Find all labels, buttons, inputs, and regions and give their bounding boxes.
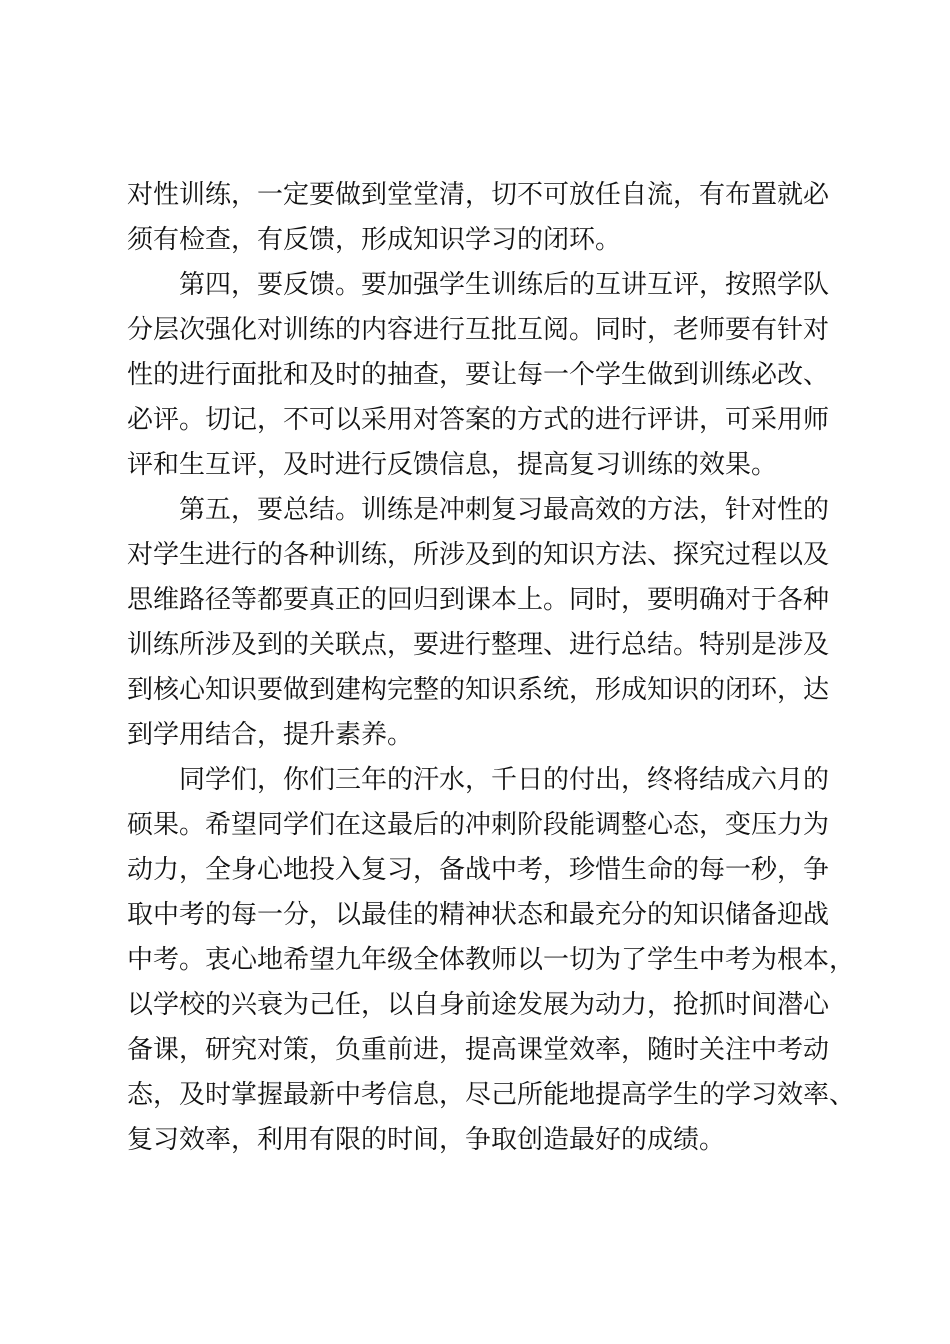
text-line: 思维路径等都要真正的回归到课本上。同时，要明确对于各种 [127, 585, 830, 615]
text-line: 复习效率，利用有限的时间，争取创造最好的成绩。 [127, 1125, 726, 1155]
text-line: 分层次强化对训练的内容进行互批互阅。同时，老师要有针对 [127, 315, 830, 345]
text-line: 性的进行面批和及时的抽查，要让每一个学生做到训练必改、 [127, 360, 830, 390]
text-line: 必评。切记，不可以采用对答案的方式的进行评讲，可采用师 [127, 405, 830, 435]
text-line: 对性训练，一定要做到堂堂清，切不可放任自流，有布置就必 [127, 180, 830, 210]
text-line: 到核心知识要做到建构完整的知识系统，形成知识的闭环，达 [127, 675, 830, 705]
text-line: 训练所涉及到的关联点，要进行整理、进行总结。特别是涉及 [127, 630, 830, 660]
text-line: 备课，研究对策，负重前进，提高课堂效率，随时关注中考动 [127, 1035, 830, 1065]
paragraph-start-line: 第五，要总结。训练是冲刺复习最高效的方法，针对性的 [179, 495, 830, 525]
text-line: 硕果。希望同学们在这最后的冲刺阶段能调整心态，变压力为 [127, 810, 830, 840]
text-line: 取中考的每一分，以最佳的精神状态和最充分的知识储备迎战 [127, 900, 830, 930]
text-line: 须有检查，有反馈，形成知识学习的闭环。 [127, 225, 622, 255]
text-line: 中考。衷心地希望九年级全体教师以一切为了学生中考为根本， [127, 945, 856, 975]
paragraph-start-line: 第四，要反馈。要加强学生训练后的互讲互评，按照学队 [179, 270, 830, 300]
text-line: 以学校的兴衰为己任，以自身前途发展为动力，抢抓时间潜心 [127, 990, 830, 1020]
paragraph-start-line: 同学们，你们三年的汗水，千日的付出，终将结成六月的 [179, 765, 830, 795]
text-line: 到学用结合，提升素养。 [127, 720, 414, 750]
text-line: 评和生互评，及时进行反馈信息，提高复习训练的效果。 [127, 450, 778, 480]
text-line: 动力，全身心地投入复习，备战中考，珍惜生命的每一秒，争 [127, 855, 830, 885]
text-line: 态，及时掌握最新中考信息，尽己所能地提高学生的学习效率、 [127, 1080, 856, 1110]
text-line: 对学生进行的各种训练，所涉及到的知识方法、探究过程以及 [127, 540, 830, 570]
body-text [127, 173, 856, 1163]
